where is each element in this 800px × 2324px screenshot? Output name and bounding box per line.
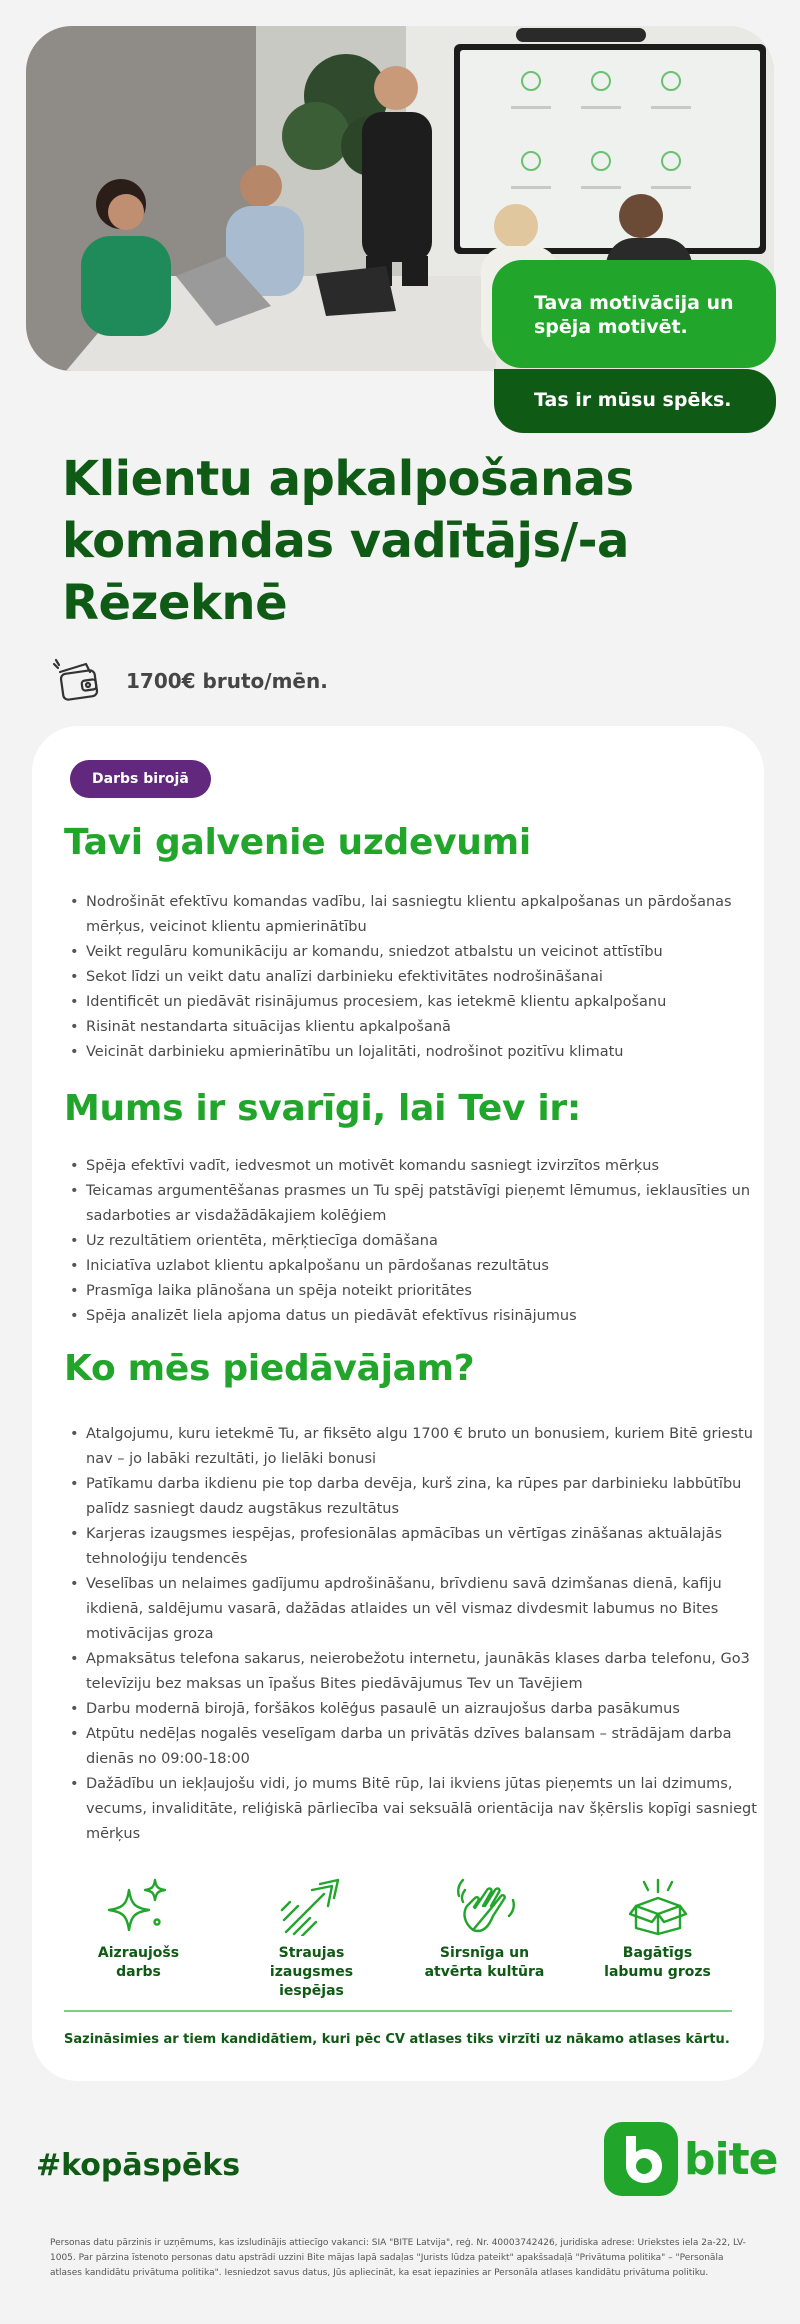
list-item: • Iniciatīva uzlabot klientu apkalpošanu un pārdošanas rezultātus bbox=[68, 1254, 758, 1279]
salary: 1700€ bruto/mēn. bbox=[126, 669, 328, 693]
list-item: • Nodrošināt efektīvu komandas vadību, lai sasniegtu klientu apkalpošanas un pārdošanas mērķus, veicinot klientu apmierinātību bbox=[68, 890, 758, 940]
job-title: Klientu apkalpošanas komandas vadītājs/-a Rēzeknē bbox=[62, 451, 634, 631]
benefit-culture bbox=[410, 1876, 560, 2001]
list-item: • Atalgojumu, kuru ietekmē Tu, ar fiksēto algu 1700 € bruto un bonusiem, kuriem Bitē griestu nav – jo labāki rezultāti, jo lielāki bonusi bbox=[68, 1422, 758, 1472]
bite-logo-mark bbox=[604, 2122, 678, 2196]
bite-b-icon bbox=[604, 2122, 678, 2196]
bite-logo bbox=[604, 2122, 777, 2196]
tasks-title: Tavi galvenie uzdevumi bbox=[64, 822, 531, 863]
waving-hand-icon bbox=[453, 1876, 517, 1936]
list-item: • Prasmīga laika plānošana un spēja noteikt prioritātes bbox=[68, 1279, 758, 1304]
list-item: • Atpūtu nedēļas nogalēs veselīgam darba un privātās dzīves balansam – strādājam darba dienās no 09:00-18:00 bbox=[68, 1722, 758, 1772]
benefit-rewards bbox=[583, 1876, 733, 2001]
benefit-growth bbox=[237, 1876, 387, 2001]
gift-box-icon bbox=[626, 1876, 690, 1936]
benefit-label-line1: Straujas bbox=[278, 1945, 345, 1961]
privacy-notice: Personas datu pārzinis ir uzņēmums, kas izsludinājis attiecīgo vakanci: SIA "BITE Latvija", reģ. Nr. 40003742426, juridiska adrese: Uriekstes iela 2a-22, LV-1005. Par pārzina īstenoto personas datu apstrādi uzzini Bite mājas lapā sadaļas "Jurists lūdza pateikt" apakšsadaļā "Privātuma politika" – "Personāla atlases kandidātu privātuma politika". Iesniedzot savus datus, Jūs apliecināt, ka esat iepazinies ar Personāla atlases kandidātu privātuma politiku. bbox=[50, 2238, 746, 2278]
hashtag: #kopāspēks bbox=[36, 2148, 241, 2183]
bite-logo-text: bite bbox=[684, 2133, 778, 2185]
benefit-exciting-work bbox=[64, 1876, 214, 2001]
job-details-card bbox=[32, 726, 764, 2081]
list-item: • Teicamas argumentēšanas prasmes un Tu spēj patstāvīgi pieņemt lēmumus, ieklausīties un sadarboties ar visdažādākajiem kolēģiem bbox=[68, 1179, 758, 1229]
list-item: • Darbu modernā birojā, foršākos kolēģus pasaulē un aizraujošus darba pasākumus bbox=[68, 1697, 758, 1722]
list-item: • Patīkamu darba ikdienu pie top darba devēja, kurš zina, ka rūpes par darbinieku labbūtību palīdz sasniegt daudz augstākus rezultātus bbox=[68, 1472, 758, 1522]
contact-note: Sazināsimies ar tiem kandidātiem, kuri pēc CV atlases tiks virzīti uz nākamo atlases kārtu. bbox=[64, 2032, 730, 2047]
benefit-label-line1: Aizraujošs bbox=[97, 1945, 180, 1961]
list-item: • Dažādību un iekļaujošu vidi, jo mums Bitē rūp, lai ikviens jūtas pieņemts un lai dzimums, vecums, invaliditāte, reliģiskā pārliecība vai seksuālā orientācija nav šķērslis kopīgi sasniegt mērķus bbox=[68, 1772, 758, 1847]
benefits-row bbox=[52, 1876, 744, 2001]
list-item: • Spēja analizēt liela apjoma datus un piedāvāt efektīvus risinājumus bbox=[68, 1304, 758, 1329]
list-item: • Apmaksātus telefona sakarus, neierobežotu internetu, jaunākās klases darba telefonu, Go3 televīziju bez maksas un īpašus Bites piedāvājumus Tev un Tavējiem bbox=[68, 1647, 758, 1697]
list-item: • Risināt nestandarta situācijas klientu apkalpošanā bbox=[68, 1015, 758, 1040]
slogan-primary: Tava motivācija un spēja motivēt. bbox=[492, 260, 776, 368]
benefit-label-line2: darbs bbox=[116, 1964, 161, 1980]
requirements-list bbox=[68, 1154, 758, 1329]
list-item: • Sekot līdzi un veikt datu analīzi darbinieku efektivitātes nodrošināšanai bbox=[68, 965, 758, 990]
salary-row bbox=[52, 658, 328, 704]
benefit-label-line1: Sirsnīga un bbox=[439, 1945, 530, 1961]
benefit-label-line2: izaugsmes iespējas bbox=[269, 1964, 354, 1999]
benefit-label-line2: atvērta kultūra bbox=[424, 1964, 545, 1980]
divider bbox=[64, 2010, 732, 2012]
work-type-badge: Darbs birojā bbox=[70, 760, 211, 798]
slogan-secondary: Tas ir mūsu spēks. bbox=[494, 369, 776, 433]
sparkles-icon bbox=[107, 1876, 171, 1936]
list-item: • Karjeras izaugsmes iespējas, profesionālas apmācības un vērtīgas zināšanas aktuālajās tehnoloģiju tendencēs bbox=[68, 1522, 758, 1572]
list-item: • Uz rezultātiem orientēta, mērķtiecīga domāšana bbox=[68, 1229, 758, 1254]
list-item: • Veicināt darbinieku apmierinātību un lojalitāti, nodrošinot pozitīvu klimatu bbox=[68, 1040, 758, 1065]
list-item: • Identificēt un piedāvāt risinājumus procesiem, kas ietekmē klientu apkalpošanu bbox=[68, 990, 758, 1015]
growth-arrow-icon bbox=[280, 1876, 344, 1936]
wallet-icon bbox=[52, 658, 106, 704]
list-item: • Veselības un nelaimes gadījumu apdrošināšanu, brīvdienu savā dzimšanas dienā, kafiju ikdienā, saldējumu vasarā, dažādas atlaides un vēl vismaz divdesmit labumus no Bites motivācijas groza bbox=[68, 1572, 758, 1647]
list-item: • Spēja efektīvi vadīt, iedvesmot un motivēt komandu sasniegt izvirzītos mērķus bbox=[68, 1154, 758, 1179]
offer-title: Ko mēs piedāvājam? bbox=[64, 1348, 475, 1389]
offer-list bbox=[68, 1422, 758, 1847]
benefit-label-line2: labumu grozs bbox=[604, 1964, 711, 1980]
tasks-list bbox=[68, 890, 758, 1065]
benefit-label-line1: Bagātīgs bbox=[622, 1945, 693, 1961]
requirements-title: Mums ir svarīgi, lai Tev ir: bbox=[64, 1088, 581, 1129]
list-item: • Veikt regulāru komunikāciju ar komandu, sniedzot atbalstu un veicinot attīstību bbox=[68, 940, 758, 965]
